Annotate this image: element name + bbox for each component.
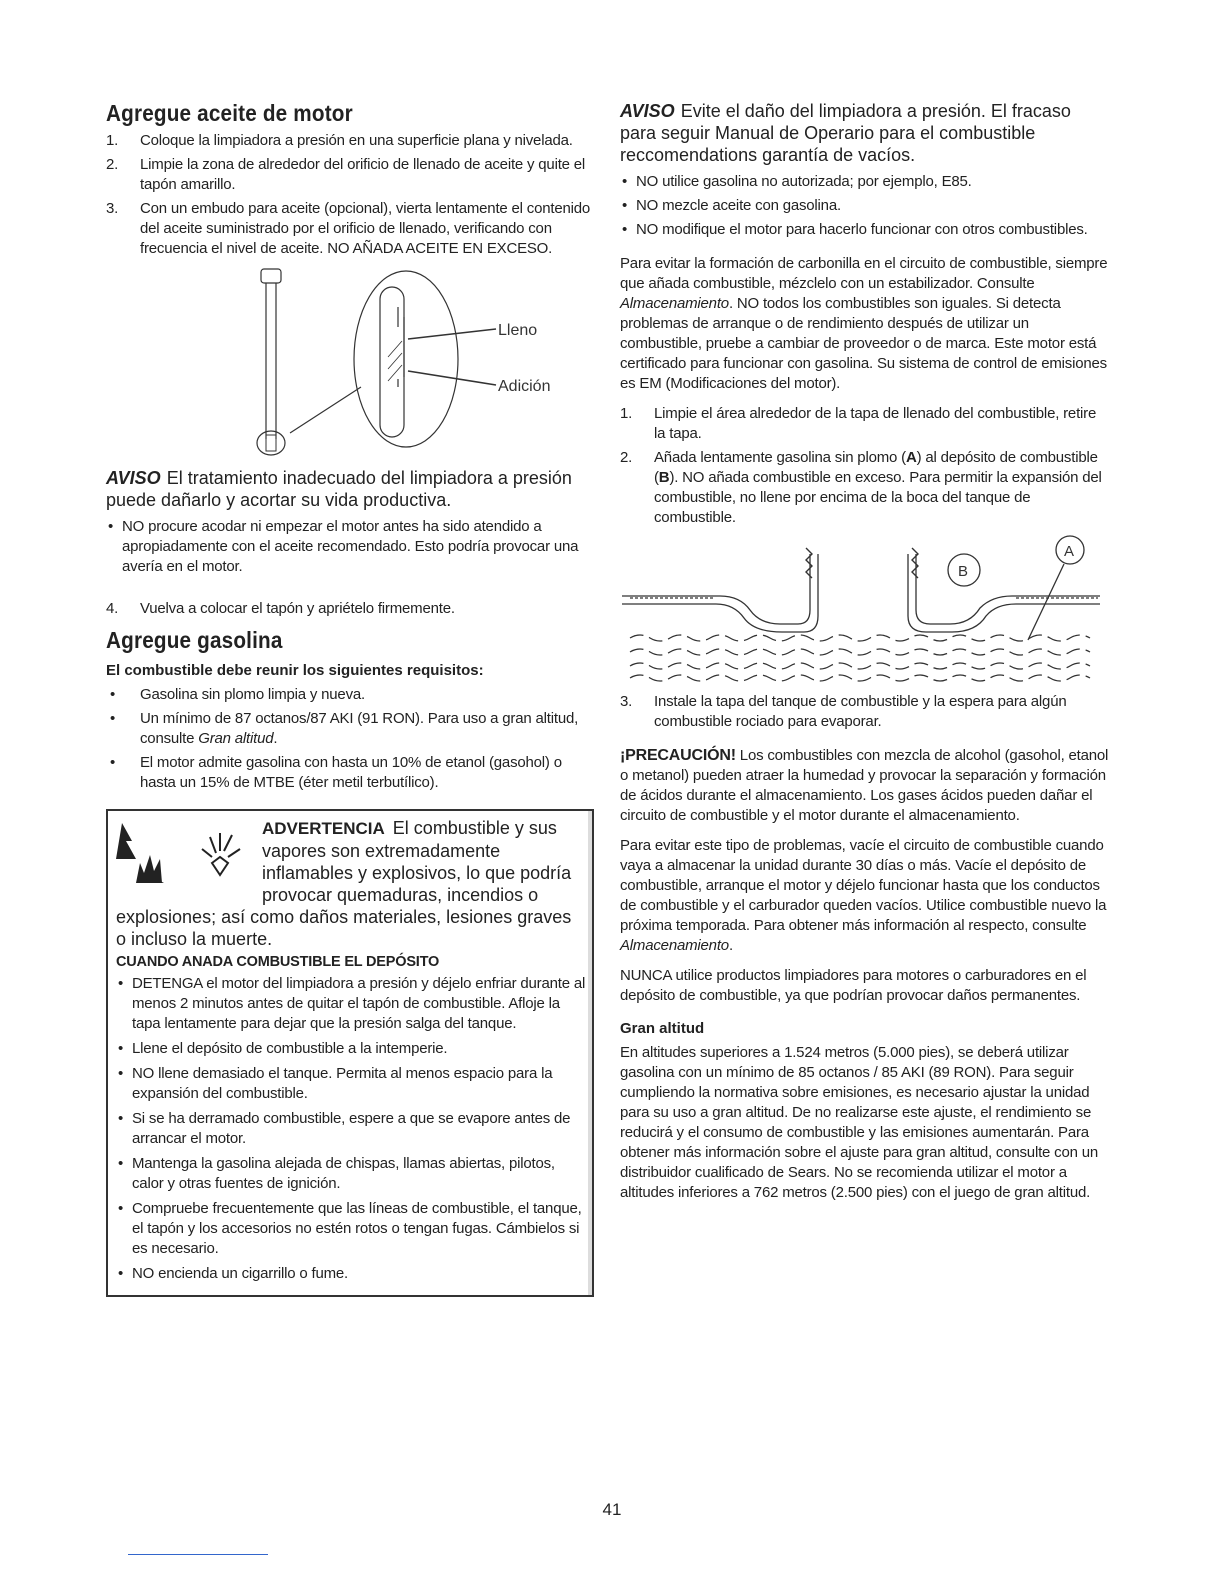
footer-divider: [128, 1554, 268, 1555]
requirements-list: [106, 685, 594, 793]
full-label: Lleno: [498, 322, 538, 339]
add-label: Adición: [498, 378, 551, 395]
list-item: • NO utilice gasolina no autorizada; por ejemplo, E85.: [620, 172, 1110, 192]
add-arrow-icon: [408, 371, 496, 385]
list-item: 2. Limpie la zona de alrededor del orificio de llenado de aceite y quite el tapón amarillo.: [106, 156, 586, 193]
fuel-step-3: [620, 692, 1110, 732]
cleaners-paragraph: NUNCA utilice productos limpiadores para motores o carburadores en el depósito de combustible, ya que podrían provocar daños permanentes.: [620, 967, 1087, 1004]
dipstick-illustration: [106, 267, 594, 457]
list-item: • Un mínimo de 87 octanos/87 AKI (91 RON). Para uso a gran altitud, consulte Gran altitud.: [106, 709, 594, 749]
callout-b-label: B: [958, 563, 969, 580]
oil-step-4: [106, 599, 594, 619]
left-column: [106, 100, 594, 1297]
list-item: • Si se ha derramado combustible, espere a que se evapore antes de arrancar el motor.: [116, 1109, 586, 1149]
list-item: • NO encienda un cigarrillo o fume.: [116, 1264, 586, 1284]
list-item: • Gasolina sin plomo limpia y nueva.: [106, 685, 594, 705]
high-altitude-heading: Gran altitud: [620, 1020, 705, 1037]
list-item: 1. Limpie el área alrededor de la tapa de llenado del combustible, retire la tapa.: [620, 405, 1097, 442]
fuel-tank-illustration: [620, 534, 1110, 684]
fuel-steps-list: [620, 404, 1110, 528]
warning-list: [116, 974, 586, 1284]
warning-title: ADVERTENCIA: [262, 819, 385, 838]
section-title-oil: Agregue aceite de motor: [106, 100, 353, 126]
list-item: 3. Con un embudo para aceite (opcional), vierta lentamente el contenido del aceite suministrado por el orificio de llenado, verificando con frecuencia el nivel de aceite. NO AÑADA ACEITE EN EXCESO.: [106, 200, 591, 257]
oil-steps-list: [106, 131, 594, 259]
right-column: [620, 100, 1110, 1213]
dipstick-cap-icon: [261, 269, 281, 283]
list-item: • NO mezcle aceite con gasolina.: [620, 196, 1110, 216]
caution-label: ¡PRECAUCIÓN!: [620, 747, 736, 764]
warning-box: [106, 809, 594, 1297]
list-item: • Llene el depósito de combustible a la intemperie.: [116, 1039, 586, 1059]
magnifier-circle: [354, 271, 458, 447]
list-item: • DETENGA el motor del limpiadora a presión y déjelo enfriar durante al menos 2 minutos antes de quitar el tapón de combustible. Afloje la tapa lentamente para dejar que la presión salga del tanque.: [116, 974, 586, 1034]
page-number: 41: [602, 1500, 622, 1519]
fuel-stabilizer-paragraph: Para evitar la formación de carbonilla en el circuito de combustible, siempre que añada combustible, mézclelo con un estabilizador. Consulte Almacenamiento. NO todos los combustibles son iguales. Si detecta problemas de arranque o de rendimiento después de utilizar un combustible, pruebe a cambiar de proveedor o de marca. Este motor está certificado para funcionar con gasolina. Su sistema de control de emisiones es EM (Modificaciones del motor).: [620, 255, 1108, 392]
list-item: • NO procure acodar ni empezar el motor antes ha sido atendido a apropiadamente con el aceite recomendado. Esto podría provocar una avería en el motor.: [106, 517, 594, 577]
warning-triangle-icon: [116, 823, 136, 859]
callout-a-label: A: [1064, 543, 1075, 560]
list-item: • Mantenga la gasolina alejada de chispas, llamas abiertas, pilotos, calor y otras fuentes de ignición.: [116, 1154, 586, 1194]
notice-label: AVISO: [620, 101, 675, 121]
storage-paragraph: Para evitar este tipo de problemas, vacíe el circuito de combustible cuando vaya a almacenar la unidad durante 30 días o más. Vacíe el depósito de combustible, arranque el motor y déjelo funcionar hasta que los conductos de combustible y el carburador queden vacíos. Utilice combustible nuevo la próxima temporada. Para obtener más información al respecto, consulte Almacenamiento.: [620, 837, 1107, 954]
list-item: 3. Instale la tapa del tanque de combustible y la espera para algún combustible rociado para evaporar.: [620, 693, 1067, 730]
high-altitude-paragraph: En altitudes superiores a 1.524 metros (5.000 pies), se deberá utilizar gasolina con un mínimo de 85 octanos / 85 AKI (89 RON). Para seguir cumpliendo la normativa sobre emisiones, es necesario ajustar la unidad para su uso a gran altitud. De no realizarse este ajuste, el rendimiento se reducirá y el consumo de combustible y las emisiones aumentarán. Para obtener más información sobre el ajuste para gran altitud, consulte con un distribuidor cualificado de Sears. No se recomienda utilizar el motor a altitudes inferiores a 762 metros (2.500 pies) con el juego de gran altitud.: [620, 1044, 1098, 1201]
full-arrow-icon: [408, 329, 496, 339]
notice-bullets: [106, 517, 594, 577]
notice-engine-oil: AVISO El tratamiento inadecuado del limpiadora a presión puede dañarlo y acortar su vida productiva.: [106, 468, 572, 510]
notice-bullets: [620, 172, 1110, 240]
notice-label: AVISO: [106, 468, 161, 488]
fire-explosion-icon: [116, 819, 256, 885]
warning-lead: El combustible y sus vapores son extremadamente inflamables y explosivos, lo que podría provocar quemaduras, incendios o explosiones; así como daños materiales, lesiones graves o incluso la muerte.: [116, 818, 572, 949]
notice-fuel: AVISO Evite el daño del limpiadora a presión. El fracaso para seguir Manual de Operario para el combustible reccomendations garantía de vacíos.: [620, 101, 1071, 165]
list-item: 2. Añada lentamente gasolina sin plomo (A) al depósito de combustible (B). NO añada combustible en exceso. Para permitir la expansión del combustible, no llene por encima de la boca del tanque de combustible.: [620, 449, 1102, 526]
list-item: • NO modifique el motor para hacerlo funcionar con otros combustibles.: [620, 220, 1110, 240]
requirements-heading: El combustible debe reunir los siguientes requisitos:: [106, 662, 484, 679]
list-item: 1. Coloque la limpiadora a presión en una superficie plana y nivelada.: [106, 132, 573, 149]
list-item: • El motor admite gasolina con hasta un 10% de etanol (gasohol) o hasta un 15% de MTBE (éter metil terbutílico).: [106, 753, 594, 793]
list-item: • NO llene demasiado el tanque. Permita al menos espacio para la expansión del combustible.: [116, 1064, 586, 1104]
list-item: • Compruebe frecuentemente que las líneas de combustible, el tanque, el tapón y los accesorios no estén rotos o tengan fugas. Cámbielos si es necesario.: [116, 1199, 586, 1259]
warning-subheading: CUANDO ANADA COMBUSTIBLE EL DEPÓSITO: [116, 954, 440, 970]
section-title-gasoline: Agregue gasolina: [106, 627, 283, 653]
caution-paragraph: ¡PRECAUCIÓN! Los combustibles con mezcla de alcohol (gasohol, etanol o metanol) pueden atraer la humedad y provocar la separación y formación de ácidos durante el almacenamiento. Los gases ácidos pueden dañar el circuito de combustible y el motor durante el almacenamiento.: [620, 747, 1109, 824]
list-item: 4. Vuelva a colocar el tapón y apriételo firmemente.: [106, 600, 455, 617]
